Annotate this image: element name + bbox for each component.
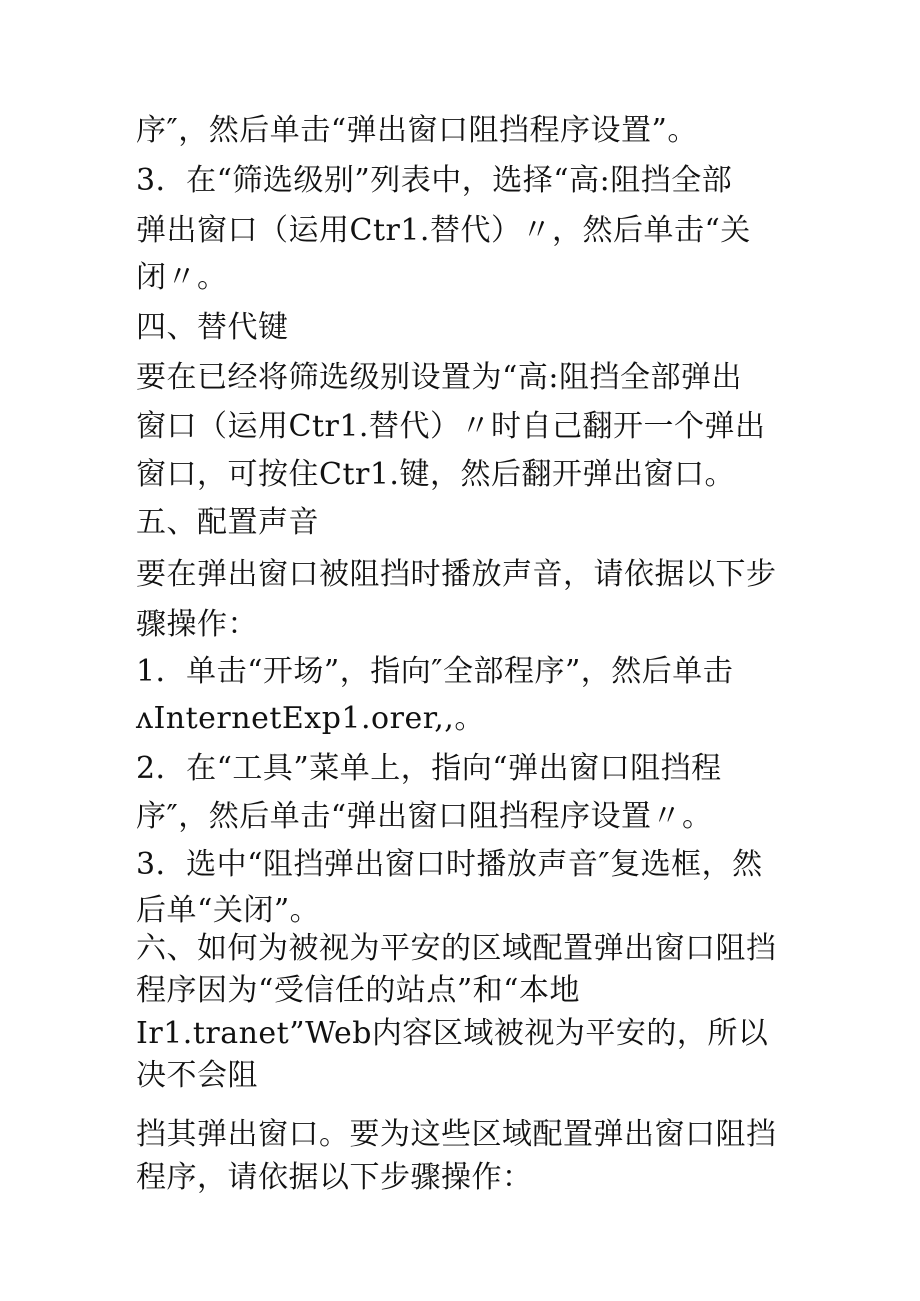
text-line: Ir1.tranet”Web内容区域被视为平安的，所以	[136, 1016, 769, 1051]
text-line: 闭〃。	[136, 260, 228, 295]
text-line: ᴧInternetExp1.orer,,。	[136, 701, 485, 736]
text-line: 序″，然后单击“弹出窗口阻挡程序设置”。	[136, 113, 698, 148]
text-line: 3．选中“阻挡弹出窗口时播放声音″复选框，然	[136, 847, 763, 882]
text-line: 弹出窗口（运用Ctr1.替代）〃，然后单击“关	[136, 213, 751, 248]
text-line: 骤操作：	[136, 607, 258, 642]
text-line: 2．在“工具”菜单上，指向“弹出窗口阻挡程	[136, 751, 722, 786]
text-line: 3．在“筛选级别”列表中，选择“高:阻挡全部	[136, 163, 733, 198]
text-line: 挡其弹出窗口。要为这些区域配置弹出窗口阻挡	[136, 1117, 777, 1152]
text-line: 决不会阻	[136, 1058, 258, 1093]
text-line: 要在已经将筛选级别设置为“高:阻挡全部弹出	[136, 360, 742, 395]
text-line: 窗口（运用Ctr1.替代）〃时自己翻开一个弹出	[136, 409, 766, 444]
text-line: 要在弹出窗口被阻挡时播放声音，请依据以下步	[136, 557, 777, 592]
text-line: 1．单击“开场”，指向″全部程序”，然后单击	[136, 654, 734, 689]
text-line: 序″，然后单击“弹出窗口阻挡程序设置〃。	[136, 799, 713, 834]
text-line: 程序，请依据以下步骤操作：	[136, 1160, 533, 1195]
section-heading: 五、配置声音	[136, 505, 319, 540]
section-heading: 六、如何为被视为平安的区域配置弹出窗口阻挡	[136, 931, 777, 966]
text-line: 后单“关闭”。	[136, 893, 321, 928]
text-line: 程序因为“受信任的站点”和“本地	[136, 973, 581, 1008]
text-line: 窗口，可按住Ctr1.键，然后翻开弹出窗口。	[136, 457, 735, 492]
section-heading: 四、替代键	[136, 310, 289, 345]
